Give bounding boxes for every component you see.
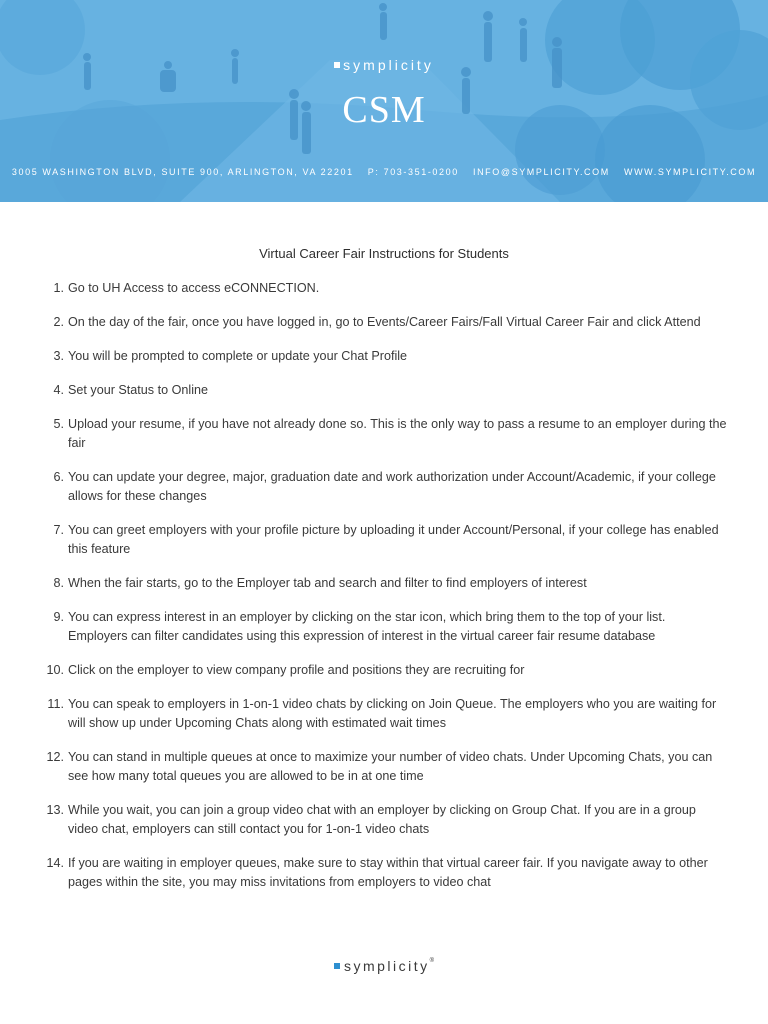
step-text: You can update your degree, major, graduation date and work authorization under Account/Academic, if your college allows for these changes: [68, 470, 716, 503]
step-text: Upload your resume, if you have not already done so. This is the only way to pass a resume to an employer during the fair: [68, 417, 727, 450]
list-item: [38, 574, 728, 593]
step-text: On the day of the fair, once you have logged in, go to Events/Career Fairs/Fall Virtual Career Fair and click Attend: [68, 315, 701, 329]
step-number: 5.: [53, 417, 64, 431]
step-number: 1.: [53, 281, 64, 295]
step-number: 10.: [46, 663, 64, 677]
step-text: While you wait, you can join a group video chat with an employer by clicking on Group Chat. If you are in a group video chat, employers can still contact you for 1-on-1 video chats: [68, 803, 696, 836]
document-title: Virtual Career Fair Instructions for Students: [259, 246, 509, 261]
brand-logo-header: [0, 57, 768, 73]
header-banner: [0, 0, 768, 202]
step-text: When the fair starts, go to the Employer tab and search and filter to find employers of interest: [68, 576, 587, 590]
step-number: 3.: [53, 349, 64, 363]
list-item: [38, 415, 728, 453]
logo-square-icon: [334, 963, 340, 969]
step-text: You can express interest in an employer by clicking on the star icon, which bring them to the top of your list. Employers can filter candidates using this expression of interest in the virtual career fair resume database: [68, 610, 666, 643]
instruction-list: [38, 279, 728, 907]
list-item: [38, 854, 728, 892]
list-item: [38, 468, 728, 506]
step-text: You can speak to employers in 1-on-1 video chats by clicking on Join Queue. The employers who you are waiting for will show up under Upcoming Chats along with estimated wait times: [68, 697, 717, 730]
step-number: 13.: [46, 803, 64, 817]
step-number: 8.: [53, 576, 64, 590]
contact-address: 3005 WASHINGTON BLVD, SUITE 900, ARLINGTON, VA 22201: [11, 167, 354, 177]
contact-phone: P: 703-351-0200: [367, 167, 459, 177]
step-text: You can stand in multiple queues at once to maximize your number of video chats. Under Upcoming Chats, you can see how many total queues you are allowed to be in at one time: [68, 750, 713, 783]
step-text: Click on the employer to view company profile and positions they are recruiting for: [68, 663, 525, 677]
step-text: You will be prompted to complete or update your Chat Profile: [68, 349, 408, 363]
step-number: 7.: [53, 523, 64, 537]
brand-name: symplicity: [343, 57, 434, 73]
page-title: CSM: [342, 89, 426, 131]
step-text: You can greet employers with your profile picture by uploading it under Account/Personal, if your college has enabled this feature: [68, 523, 719, 556]
list-item: [38, 381, 728, 400]
step-text: Go to UH Access to access eCONNECTION.: [68, 281, 320, 295]
list-item: [38, 347, 728, 366]
step-text: Set your Status to Online: [68, 383, 209, 397]
step-text: If you are waiting in employer queues, make sure to stay within that virtual career fair. If you navigate away to other pages within the site, you may miss invitations from employers to video chat: [68, 856, 708, 889]
list-item: [38, 313, 728, 332]
list-item: [38, 521, 728, 559]
list-item: [38, 279, 728, 298]
footer-brand-name: symplicity: [343, 958, 430, 974]
step-number: 2.: [53, 315, 64, 329]
list-item: [38, 801, 728, 839]
step-number: 6.: [53, 470, 64, 484]
brand-logo-footer: [0, 958, 768, 974]
list-item: [38, 661, 728, 680]
contact-line: [0, 167, 768, 177]
step-number: 11.: [47, 697, 64, 711]
logo-square-icon: [334, 62, 340, 68]
contact-email: INFO@SYMPLICITY.COM: [472, 167, 610, 177]
list-item: [38, 748, 728, 786]
step-number: 9.: [53, 610, 64, 624]
trademark-symbol: ®: [429, 958, 435, 964]
contact-website: WWW.SYMPLICITY.COM: [623, 167, 757, 177]
list-item: [38, 608, 728, 646]
step-number: 4.: [53, 383, 64, 397]
step-number: 12.: [46, 750, 64, 764]
list-item: [38, 695, 728, 733]
step-number: 14.: [46, 856, 64, 870]
